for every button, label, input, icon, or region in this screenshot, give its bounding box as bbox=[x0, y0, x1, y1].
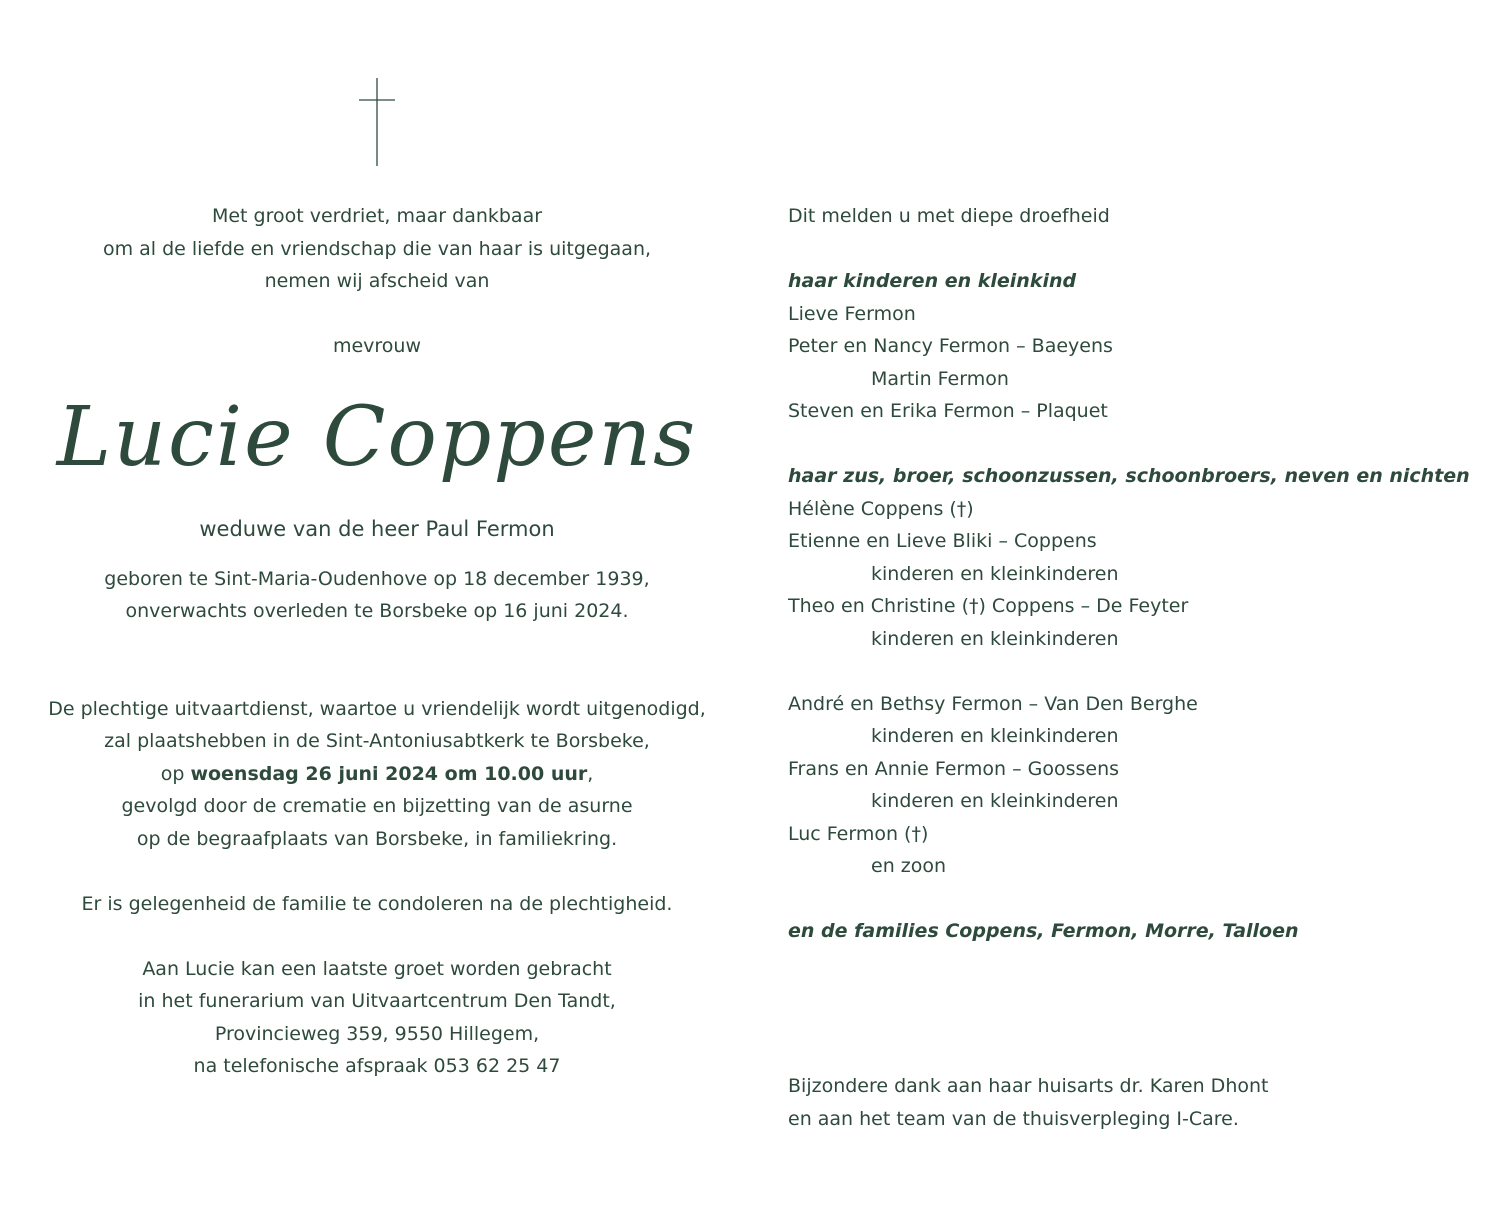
service-prefix: op bbox=[160, 762, 191, 785]
family-member: kinderen en kleinkinderen bbox=[871, 790, 1119, 812]
announce: Dit melden u met diepe droefheid bbox=[788, 205, 1110, 227]
family-member: Etienne en Lieve Bliki – Coppens bbox=[788, 530, 1097, 552]
family-member: Martin Fermon bbox=[871, 367, 1009, 390]
birth-line: geboren te Sint-Maria-Oudenhove op 18 december 1939, bbox=[104, 567, 650, 590]
families-line: en de families Coppens, Fermon, Morre, Talloen bbox=[788, 920, 1299, 942]
family-member: kinderen en kleinkinderen bbox=[871, 725, 1119, 747]
family-member: Luc Fermon (†) bbox=[788, 822, 929, 845]
service-date: woensdag 26 juni 2024 om 10.00 uur bbox=[190, 762, 588, 785]
farewell-line: in het funerarium van Uitvaartcentrum Den Tandt, bbox=[138, 990, 616, 1012]
family-member: kinderen en kleinkinderen bbox=[871, 627, 1119, 650]
service-suffix: , bbox=[587, 762, 594, 785]
cross-icon bbox=[359, 78, 395, 166]
service-line: zal plaatshebben in de Sint-Antoniusabtkerk te Borsbeke, bbox=[104, 730, 650, 752]
name-script: Lucie Coppens bbox=[56, 389, 698, 485]
birth-death bbox=[20, 563, 734, 628]
family-member: en zoon bbox=[871, 855, 947, 877]
service-line: De plechtige uitvaartdienst, waartoe u vriendelijk wordt uitgenodigd, bbox=[48, 697, 706, 720]
farewell-line: Aan Lucie kan een laatste groet worden gebracht bbox=[142, 957, 612, 980]
condolence: Er is gelegenheid de familie te condoleren na de plechtigheid. bbox=[81, 892, 673, 915]
family-member: Steven en Erika Fermon – Plaquet bbox=[788, 400, 1108, 422]
thanks-line: Bijzondere dank aan haar huisarts dr. Karen Dhont bbox=[788, 1075, 1269, 1097]
family-member: Peter en Nancy Fermon – Baeyens bbox=[788, 335, 1113, 357]
right-column bbox=[788, 200, 1488, 948]
farewell-address: Provincieweg 359, 9550 Hillegem, bbox=[214, 1022, 540, 1045]
honorific: mevrouw bbox=[332, 335, 422, 357]
siblings-heading: haar zus, broer, schoonzussen, schoonbroers, neven en nichten bbox=[788, 465, 1470, 487]
widow-of: weduwe van de heer Paul Fermon bbox=[199, 516, 555, 541]
intro-line: om al de liefde en vriendschap die van haar is uitgegaan, bbox=[102, 237, 652, 260]
family-member: Frans en Annie Fermon – Goossens bbox=[788, 757, 1120, 780]
family-member: kinderen en kleinkinderen bbox=[871, 562, 1119, 585]
farewell bbox=[20, 953, 734, 1083]
thanks-line: en aan het team van de thuisverpleging I-Care. bbox=[788, 1107, 1239, 1130]
deceased-name bbox=[56, 373, 698, 513]
left-column bbox=[20, 200, 734, 1083]
intro-line: nemen wij afscheid van bbox=[264, 270, 490, 292]
death-line: onverwachts overleden te Borsbeke op 16 juni 2024. bbox=[125, 600, 629, 622]
service-line: op de begraafplaats van Borsbeke, in familiekring. bbox=[136, 827, 618, 850]
thanks bbox=[788, 1070, 1268, 1135]
family-member: André en Bethsy Fermon – Van Den Berghe bbox=[788, 692, 1198, 715]
family-member: Lieve Fermon bbox=[788, 302, 916, 325]
intro-line: Met groot verdriet, maar dankbaar bbox=[211, 205, 543, 227]
intro bbox=[20, 200, 734, 298]
children-heading: haar kinderen en kleinkind bbox=[788, 270, 1077, 292]
service-date-line bbox=[20, 758, 734, 791]
farewell-phone: na telefonische afspraak 053 62 25 47 bbox=[193, 1055, 561, 1077]
service-details bbox=[20, 693, 734, 856]
family-member: Hélène Coppens (†) bbox=[788, 497, 974, 520]
family-member: Theo en Christine (†) Coppens – De Feyter bbox=[788, 595, 1189, 617]
service-line: gevolgd door de crematie en bijzetting van de asurne bbox=[121, 795, 633, 817]
